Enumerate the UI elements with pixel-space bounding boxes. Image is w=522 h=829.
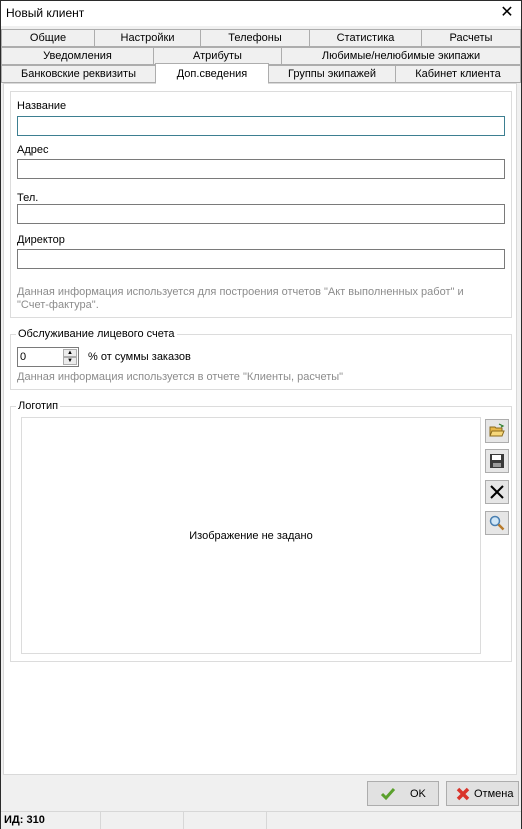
tab-settings[interactable]: Настройки	[94, 29, 201, 47]
percent-spinner[interactable]	[17, 347, 79, 367]
phone-label: Тел.	[17, 192, 39, 204]
status-cell-id	[1, 812, 101, 829]
tab-bank-details[interactable]: Банковские реквизиты	[1, 65, 156, 83]
status-cell-3	[184, 812, 267, 829]
close-button[interactable]: ✕	[500, 4, 514, 21]
delete-x-icon	[489, 484, 505, 500]
open-folder-icon	[489, 423, 505, 439]
tab-client-cabinet[interactable]: Кабинет клиента	[395, 65, 521, 83]
logo-group-legend: Логотип	[18, 400, 59, 412]
spin-up-icon[interactable]: ▲	[63, 349, 77, 357]
status-cell-2	[101, 812, 184, 829]
status-bar	[1, 811, 521, 829]
spin-down-icon[interactable]: ▼	[63, 357, 77, 365]
tab-attributes[interactable]: Атрибуты	[153, 47, 282, 65]
cancel-x-icon	[455, 786, 471, 802]
info-hint-line1: Данная информация используется для построения отчетов "Акт выполненных работ" и	[17, 286, 464, 298]
logo-image-area[interactable]	[21, 417, 481, 654]
zoom-magnifier-icon	[489, 515, 505, 531]
name-field[interactable]	[17, 116, 505, 136]
delete-image-button[interactable]	[485, 480, 509, 504]
tab-statistics[interactable]: Статистика	[309, 29, 422, 47]
percent-suffix-label: % от суммы заказов	[88, 351, 191, 363]
window-title: Новый клиент	[6, 6, 85, 20]
no-image-text: Изображение не задано	[189, 530, 313, 542]
name-label: Название	[17, 100, 67, 112]
percent-value: 0	[20, 351, 27, 363]
account-group-legend: Обслуживание лицевого счета	[18, 328, 175, 340]
client-id-text: ИД: 310	[4, 814, 45, 826]
address-field[interactable]	[17, 159, 505, 179]
open-image-button[interactable]	[485, 419, 509, 443]
title-bar	[1, 1, 521, 26]
save-disk-icon	[489, 453, 505, 469]
ok-button[interactable]	[367, 781, 439, 806]
save-image-button[interactable]	[485, 449, 509, 473]
check-icon	[380, 786, 396, 802]
account-hint: Данная информация используется в отчете "Клиенты, расчеты"	[17, 371, 344, 383]
tab-payments[interactable]: Расчеты	[421, 29, 521, 47]
tab-crew-groups[interactable]: Группы экипажей	[268, 65, 396, 83]
address-label: Адрес	[17, 144, 49, 156]
info-hint-line2: "Счет-фактура".	[17, 299, 99, 311]
tab-general[interactable]: Общие	[1, 29, 95, 47]
tab-favorite-crews[interactable]: Любимые/нелюбимые экипажи	[281, 47, 521, 65]
director-field[interactable]	[17, 249, 505, 269]
tab-phones[interactable]: Телефоны	[200, 29, 310, 47]
cancel-label: Отмена	[474, 788, 514, 800]
tab-notifications[interactable]: Уведомления	[1, 47, 154, 65]
tab-additional-info[interactable]: Доп.сведения	[155, 63, 269, 84]
cancel-button[interactable]	[446, 781, 519, 806]
ok-label: OK	[410, 788, 426, 800]
director-label: Директор	[17, 234, 65, 246]
zoom-image-button[interactable]	[485, 511, 509, 535]
phone-field[interactable]	[17, 204, 505, 224]
